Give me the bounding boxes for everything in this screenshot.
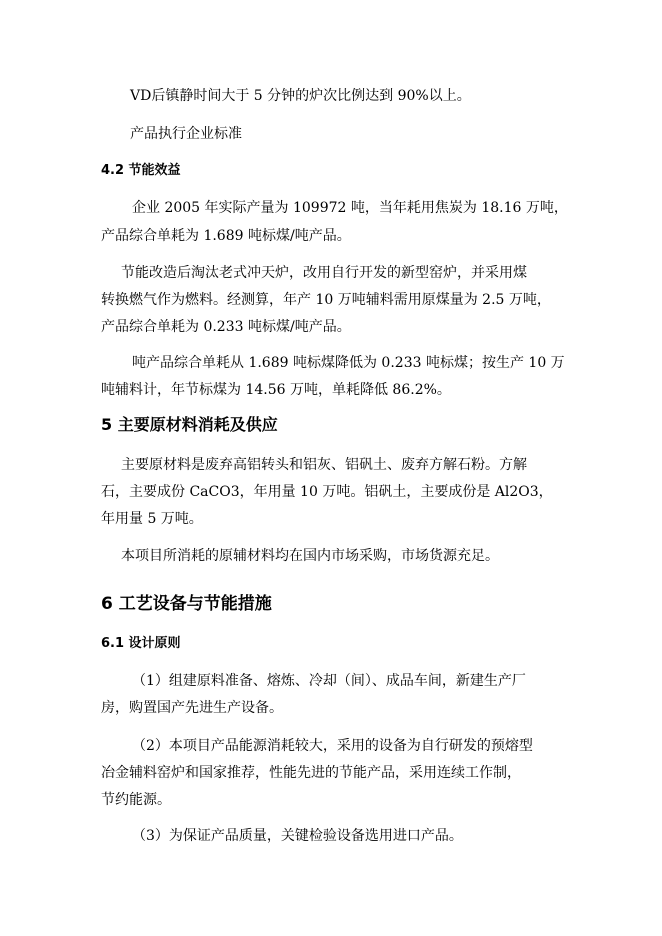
paragraph-principle-2-line-3: 节约能源。: [101, 792, 171, 808]
paragraph-product-standard: 产品执行企业标准: [130, 126, 242, 142]
paragraph-retrofit-line-3: 产品综合单耗为 0.233 吨标煤/吨产品。: [101, 319, 351, 335]
section-heading-6-1: 6.1 设计原则: [101, 636, 181, 651]
section-heading-6: 6 工艺设备与节能措施: [101, 594, 272, 614]
section-heading-4-2: 4.2 节能效益: [101, 163, 181, 178]
paragraph-principle-1-line-2: 房，购置国产先进生产设备。: [101, 700, 283, 716]
section-heading-5: 5 主要原材料消耗及供应: [101, 415, 278, 434]
paragraph-procurement: 本项目所消耗的原辅材料均在国内市场采购，市场货源充足。: [121, 548, 499, 564]
paragraph-retrofit-line-2: 转换燃气作为燃料。经测算，年产 10 万吨辅料需用原煤量为 2.5 万吨，: [101, 292, 551, 308]
paragraph-materials-line-2: 石，主要成份 CaCO3，年用量 10 万吨。铝矾土，主要成份是 Al2O3，: [101, 484, 553, 500]
paragraph-savings-line-1: 吨产品综合单耗从 1.689 吨标煤降低为 0.233 吨标煤；按生产 10 万: [132, 355, 565, 371]
paragraph-vd-ratio: VD后镇静时间大于 5 分钟的炉次比例达到 90%以上。: [130, 88, 471, 104]
paragraph-principle-2-line-2: 冶金辅料窑炉和国家推荐，性能先进的节能产品，采用连续工作制，: [101, 765, 521, 781]
paragraph-principle-2-line-1: （2）本项目产品能源消耗较大，采用的设备为自行研发的预熔型: [132, 738, 533, 754]
paragraph-savings-line-2: 吨辅料计，年节标煤为 14.56 万吨，单耗降低 86.2%。: [101, 382, 451, 398]
paragraph-principle-1-line-1: （1）组建原料准备、熔炼、冷却（间）、成品车间，新建生产厂: [132, 673, 526, 689]
paragraph-principle-3: （3）为保证产品质量，关键检验设备选用进口产品。: [132, 828, 463, 844]
paragraph-materials-line-3: 年用量 5 万吨。: [101, 511, 203, 527]
paragraph-retrofit-line-1: 节能改造后淘汰老式冲天炉，改用自行开发的新型窑炉，并采用煤: [121, 265, 527, 281]
paragraph-materials-line-1: 主要原材料是废弃高铝转头和铝灰、铝矾土、废弃方解石粉。方解: [121, 457, 527, 473]
paragraph-output-line-1: 企业 2005 年实际产量为 109972 吨，当年耗用焦炭为 18.16 万吨，: [132, 200, 568, 216]
paragraph-output-line-2: 产品综合单耗为 1.689 吨标煤/吨产品。: [101, 228, 351, 244]
